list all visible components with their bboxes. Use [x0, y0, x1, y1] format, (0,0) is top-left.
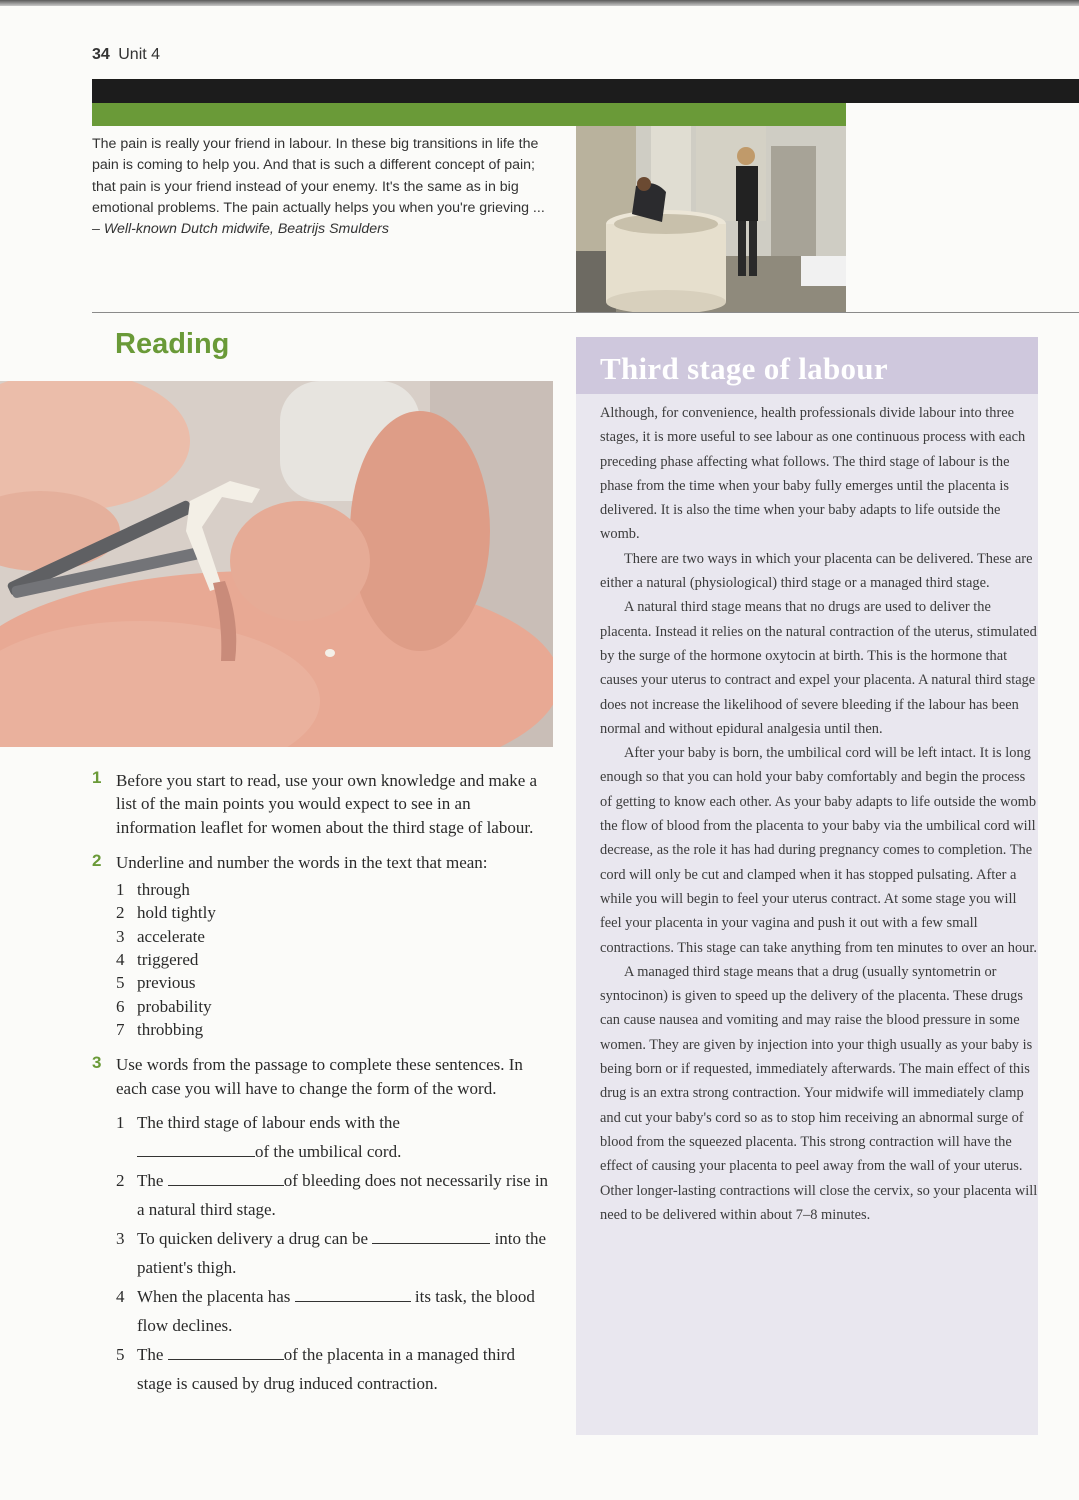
list-item: 6 probability: [116, 996, 212, 1016]
exercise-2: [92, 851, 552, 1041]
umbilical-cord-photo: [0, 381, 553, 747]
header-black-bar: [92, 79, 1079, 103]
list-item: 1 through: [116, 880, 190, 900]
midwives-photo: [576, 126, 846, 312]
article-panel: [576, 337, 1038, 1435]
exercise-3: [92, 1053, 552, 1398]
exercise-2-word-list: [116, 878, 552, 1041]
umbilical-cord-photo-graphic: [0, 381, 553, 747]
answer-blank[interactable]: [168, 1343, 284, 1360]
list-item: 5 previous: [116, 973, 196, 993]
answer-blank[interactable]: [168, 1169, 284, 1186]
article-paragraph: A natural third stage means that no drugs are used to deliver the placenta. Instead it relies on the natural contraction of the uterus, stimulated by the surge of the hormone oxytocin at birth. This is the hormone that causes your uterus to contract and expel your placenta. A natural third stage does not increase the likelihood of severe bleeding if the labour has been normal and without epidural analgesia until then.: [600, 599, 1037, 737]
unit-label: Unit 4: [118, 46, 161, 63]
sentence-4: 4 When the placenta has its task, the blood flow declines.: [116, 1286, 535, 1335]
exercise-1: [92, 768, 552, 839]
list-item: 2 hold tightly: [116, 903, 216, 923]
sentence-1: 1 The third stage of labour ends with the of the umbilical cord.: [116, 1112, 402, 1161]
exercise-1-number: 1: [92, 768, 102, 787]
reading-section-title: Reading: [115, 328, 230, 360]
midwife-quote: [92, 134, 562, 240]
page-header: [92, 46, 160, 64]
exercise-3-text: Use words from the passage to complete these sentences. In each case you will have to change the form of the word.: [116, 1055, 523, 1098]
exercises: [92, 768, 552, 1398]
article-title: Third stage of labour: [600, 351, 888, 386]
article-paragraph: A managed third stage means that a drug (usually syntometrin or syntocinon) is given to speed up the delivery of the placenta. These drugs can cause nausea and vomiting and may raise the blood pressure in some women. They are given by injection into your thigh usually as your baby is being born or if requested, immediately afterwards. The main effect of this drug is an extra strong contraction. Your midwife will immediately clamp and cut your baby's cord so as to stop him receiving an abnormal surge of blood from the squeezed placenta. This strong contraction will have the effect of causing your placenta to peel away from the wall of your uterus. Other longer-lasting contractions will close the cervix, so your placenta will need to be delivered within about 7–8 minutes.: [600, 963, 1038, 1223]
answer-blank[interactable]: [372, 1227, 490, 1244]
sentence-2: 2 The of bleeding does not necessarily rise in a natural third stage.: [116, 1170, 549, 1219]
quote-text: The pain is really your friend in labour. In these big transitions in life the pain is coming to help you. And that is such a different concept of pain; that pain is your friend instead of your enemy. It's the same as in big emotional problems. The pain actually helps you when you're grieving ...: [92, 136, 545, 216]
article-paragraph: After your baby is born, the umbilical cord will be left intact. It is long enough so that you can hold your baby comfortably and begin the process of getting to know each other. As your baby adapts to life outside the womb the flow of blood from the placenta to your baby via the umbilical cord will decrease, as the role it has had during pregnancy comes to completion. The cord will only be cut and clamped when it has stopped pulsating. After a while you will begin to feel your uterus contract. At some stage you will feel your placenta in your vagina and push it out with a few small contractions. This stage can take anything from ten minutes to over an hour.: [600, 745, 1037, 956]
article-paragraph: Although, for convenience, health professionals divide labour into three stages, it is more useful to see labour as one continuous process with each preceding phase affecting what follows. The third stage of labour is the phase from the time when your baby fully emerges until the placenta is delivered. It is also the time when your baby adapts to life outside the womb.: [600, 405, 1026, 543]
sentence-3: 3 To quicken delivery a drug can be into the patient's thigh.: [116, 1228, 547, 1277]
exercise-2-number: 2: [92, 850, 102, 870]
sentence-5: 5 The of the placenta in a managed third stage is caused by drug induced contraction.: [116, 1344, 515, 1393]
exercise-2-text: Underline and number the words in the text that mean:: [116, 852, 488, 872]
exercise-3-sentences: [116, 1108, 552, 1398]
midwives-photo-graphic: [576, 126, 846, 312]
page-top-edge: [0, 0, 1079, 6]
header-green-bar: [92, 103, 846, 126]
exercise-3-number: 3: [92, 1053, 102, 1073]
answer-blank[interactable]: [137, 1140, 255, 1157]
page-number: 34: [92, 46, 110, 63]
list-item: 7 throbbing: [116, 1019, 204, 1039]
article-paragraph: There are two ways in which your placenta can be delivered. These are either a natural (physiological) third stage or a managed third stage.: [600, 550, 1033, 592]
quote-attribution: – Well-known Dutch midwife, Beatrijs Smulders: [92, 221, 389, 238]
list-item: 3 accelerate: [116, 926, 205, 946]
answer-blank[interactable]: [295, 1285, 411, 1302]
exercise-1-text: Before you start to read, use your own knowledge and make a list of the main points you would expect to see in an information leaflet for women about the third stage of labour.: [116, 771, 538, 837]
list-item: 4 triggered: [116, 950, 199, 970]
section-divider: [92, 312, 1079, 313]
article-body: [600, 401, 1040, 1227]
article-header: [576, 337, 1038, 394]
